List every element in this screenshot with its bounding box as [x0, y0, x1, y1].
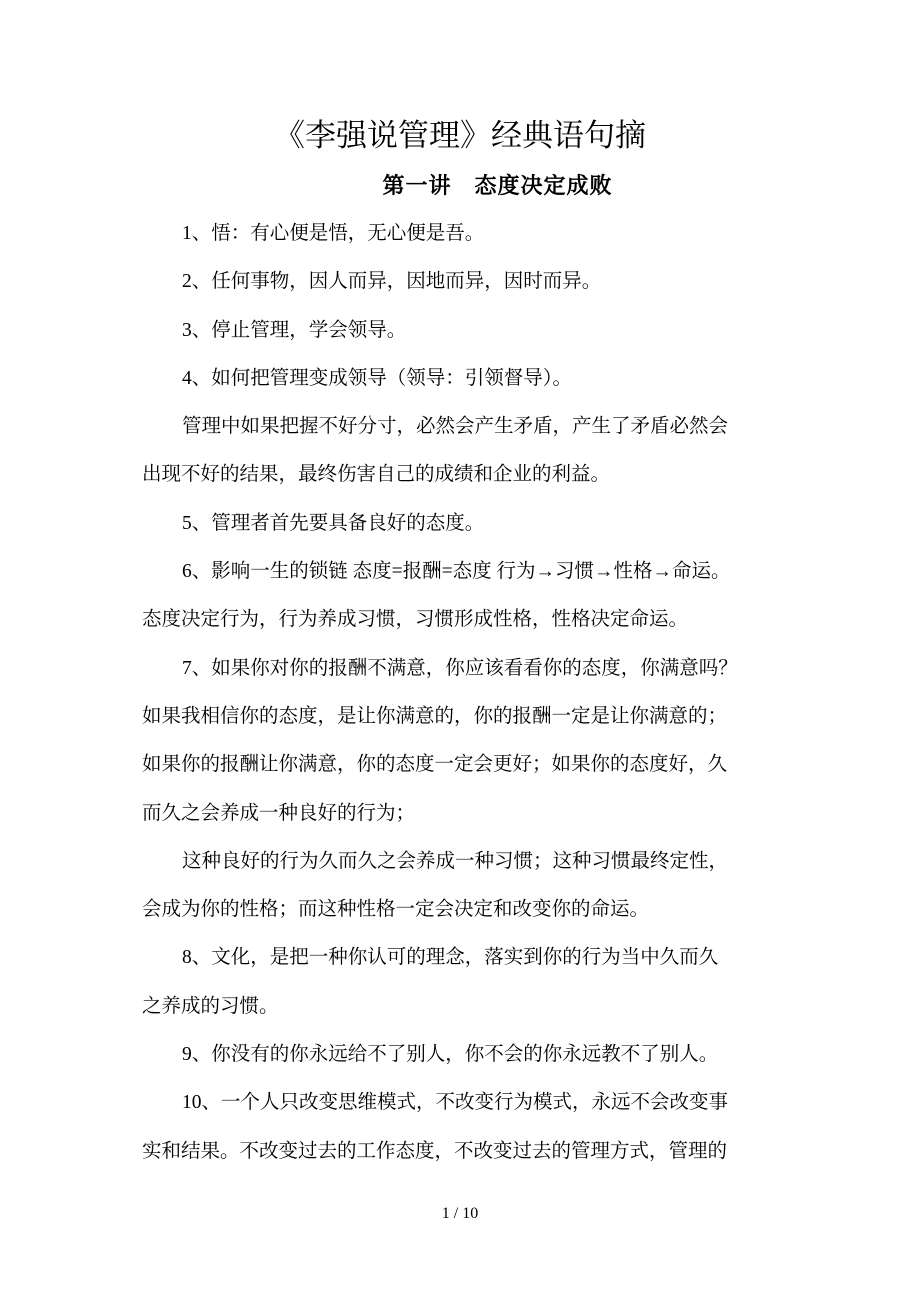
text-line: 2、任何事物，因人而异，因地而异，因时而异。 — [182, 271, 602, 293]
text-line: 4、如何把管理变成领导（领导：引领督导）。 — [182, 367, 573, 389]
text-line: 而久之会养成一种良好的行为； — [142, 802, 416, 824]
paragraph — [142, 548, 784, 645]
text-line: 如果你的报酬让你满意，你的态度一定会更好；如果你的态度好，久 — [142, 754, 728, 776]
text-line: 8、文化，是把一种你认可的理念，落实到你的行为当中久而久 — [182, 947, 719, 969]
text-line: 如果我相信你的态度，是让你满意的，你的报酬一定是让你满意的； — [142, 705, 728, 727]
paragraph — [142, 258, 784, 306]
paragraph — [142, 307, 784, 355]
text-line: 之养成的习惯。 — [142, 995, 279, 1017]
paragraph — [142, 500, 784, 548]
text-line: 9、你没有的你永远给不了别人，你不会的你永远教不了别人。 — [182, 1044, 719, 1066]
document-title: 《李强说管理》经典语句摘 — [274, 118, 646, 153]
paragraph — [142, 934, 784, 1031]
text-line: 态度决定行为，行为养成习惯，习惯形成性格，性格决定命运。 — [142, 609, 689, 631]
text-line: 6、影响一生的锁链 态度=报酬=态度 行为→习惯→性格→命运。 — [182, 561, 731, 583]
document-body — [142, 210, 784, 1176]
text-line: 管理中如果把握不好分寸，必然会产生矛盾，产生了矛盾必然会 — [182, 416, 729, 438]
text-line: 出现不好的结果，最终伤害自己的成绩和企业的利益。 — [142, 464, 611, 486]
paragraph — [142, 1079, 784, 1176]
text-line: 这种良好的行为久而久之会养成一种习惯；这种习惯最终定性， — [182, 850, 729, 872]
paragraph — [142, 355, 784, 403]
paragraph — [142, 1031, 784, 1079]
text-line: 10、一个人只改变思维模式，不改变行为模式，永远不会改变事 — [182, 1092, 729, 1114]
paragraph — [142, 403, 784, 500]
text-line: 7、如果你对你的报酬不满意，你应该看看你的态度，你满意吗？ — [182, 657, 738, 679]
paragraph — [142, 645, 784, 838]
text-line: 3、停止管理，学会领导。 — [182, 319, 407, 341]
section-heading: 第一讲 态度决定成败 — [382, 173, 613, 198]
text-line: 1、悟：有心便是悟，无心便是吾。 — [182, 223, 485, 244]
paragraph — [142, 838, 784, 935]
text-line: 实和结果。不改变过去的工作态度，不改变过去的管理方式，管理的 — [142, 1140, 728, 1162]
page-number: 1 / 10 — [441, 1205, 479, 1222]
text-line: 会成为你的性格；而这种性格一定会决定和改变你的命运。 — [142, 899, 650, 921]
text-line: 5、管理者首先要具备良好的态度。 — [182, 512, 485, 534]
paragraph — [142, 210, 784, 258]
